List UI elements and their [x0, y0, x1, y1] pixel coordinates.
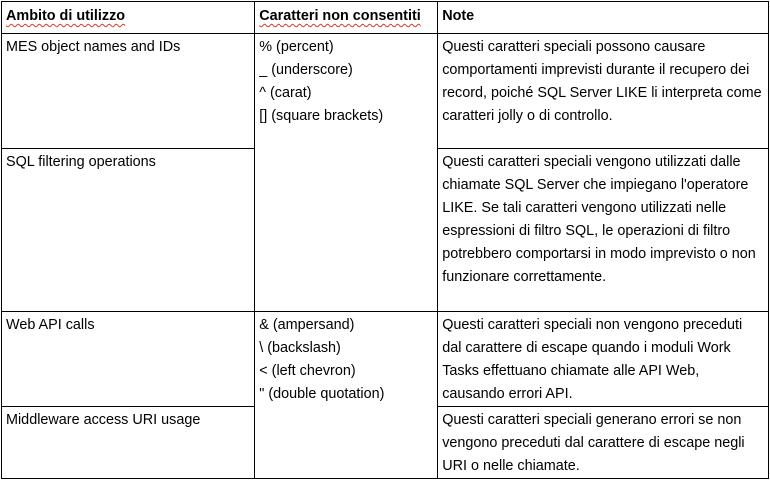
notes-cell: Questi caratteri speciali vengono utilizzati dalle chiamate SQL Server che impiegano l'operatore LIKE. Se tali caratteri vengono utilizzati nelle espressioni di filtro SQL, le operazioni di filtro potrebbero comportarsi in modo imprevisto o non funzionare correttamente.	[438, 149, 769, 312]
scope-cell: Middleware access URI usage	[2, 407, 255, 479]
char-item: < (left chevron)	[259, 363, 356, 379]
header-row	[2, 2, 769, 34]
scope-cell: MES object names and IDs	[2, 34, 255, 149]
disallowed-characters-table	[1, 1, 769, 479]
notes-cell: Questi caratteri speciali possono causare comportamenti imprevisti durante il recupero dei record, poiché SQL Server LIKE li interpreta come caratteri jolly o di controllo.	[438, 34, 769, 149]
table-row	[2, 34, 769, 149]
scope-cell: Web API calls	[2, 312, 255, 407]
char-item: % (percent)	[259, 39, 334, 55]
char-item: _ (underscore)	[259, 62, 353, 78]
scope-cell: SQL filtering operations	[2, 149, 255, 312]
char-item: " (double quotation)	[259, 386, 385, 402]
header-scope: Ambito di utilizzo	[2, 2, 255, 34]
chars-cell	[255, 34, 438, 312]
char-item: ^ (carat)	[259, 85, 312, 101]
char-item: \ (backslash)	[259, 340, 341, 356]
chars-cell	[255, 312, 438, 479]
notes-cell: Questi caratteri speciali non vengono preceduti dal carattere di escape quando i moduli Work Tasks effettuano chiamate alle API Web, causando errori API.	[438, 312, 769, 407]
table-row	[2, 312, 769, 407]
notes-cell: Questi caratteri speciali generano errori se non vengono preceduti dal carattere di escape negli URI o nelle chiamate.	[438, 407, 769, 479]
header-notes: Note	[438, 2, 769, 34]
char-item: [] (square brackets)	[259, 108, 384, 124]
header-chars: Caratteri non consentiti	[255, 2, 438, 34]
char-item: & (ampersand)	[259, 317, 355, 333]
